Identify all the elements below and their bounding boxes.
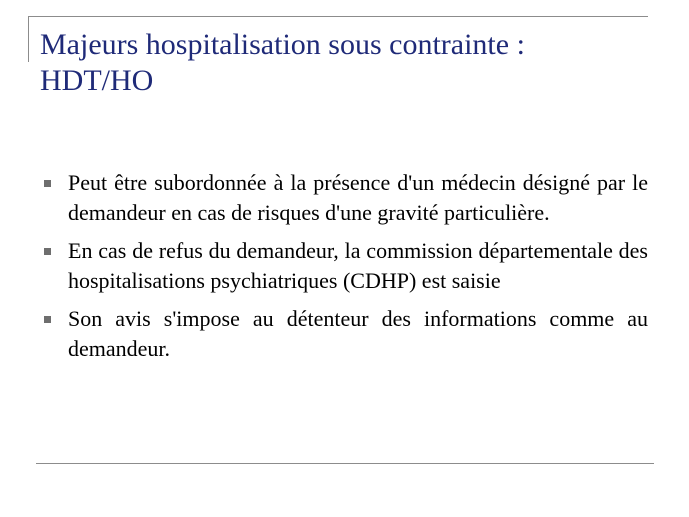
bullet-item — [40, 236, 648, 296]
slide-title — [40, 27, 660, 99]
bullet-text: En cas de refus du demandeur, la commission départementale des hospitalisations psychiatriques (CDHP) est saisie — [68, 238, 648, 293]
bullet-text: Peut être subordonnée à la présence d'un médecin désigné par le demandeur en cas de risques d'une gravité particulière. — [68, 170, 648, 225]
bullet-list — [40, 168, 648, 372]
bullet-item — [40, 168, 648, 228]
side-rule — [28, 16, 29, 62]
square-bullet-icon — [44, 180, 51, 187]
square-bullet-icon — [44, 316, 51, 323]
square-bullet-icon — [44, 248, 51, 255]
top-rule — [28, 16, 648, 17]
slide-title-line-1: Majeurs hospitalisation sous contrainte : — [40, 28, 525, 61]
bullet-text: Son avis s'impose au détenteur des informations comme au demandeur. — [68, 306, 648, 361]
slide-title-line-2: HDT/HO — [40, 64, 154, 97]
bullet-item — [40, 304, 648, 364]
bottom-rule — [36, 463, 654, 464]
